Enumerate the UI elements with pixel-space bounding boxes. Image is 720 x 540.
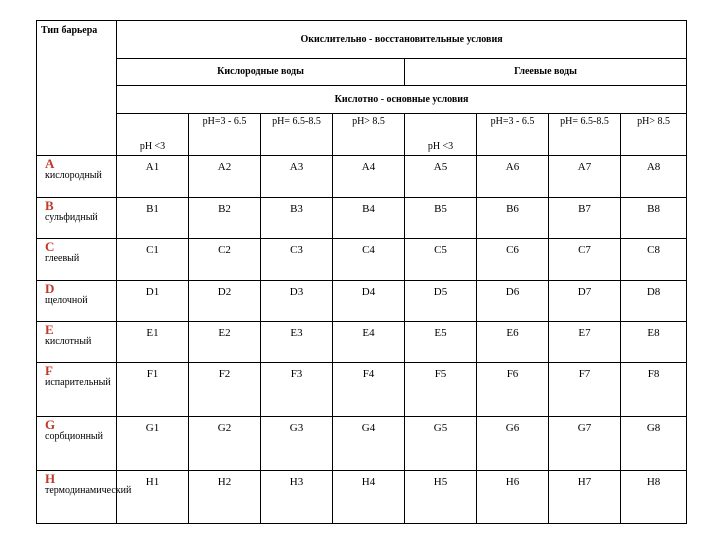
table-cell: F7 <box>549 363 621 417</box>
table-cell: G1 <box>117 417 189 471</box>
table-cell: G6 <box>477 417 549 471</box>
gley-waters-header: Глеевые воды <box>405 59 687 86</box>
table-row <box>37 281 687 322</box>
table-cell: E2 <box>189 322 261 363</box>
table-row <box>37 156 687 198</box>
ph-header-5: pH=3 - 6.5 <box>477 114 549 156</box>
table-cell: G3 <box>261 417 333 471</box>
barrier-code: G <box>45 417 56 432</box>
ph-header-6: pH= 6.5-8.5 <box>549 114 621 156</box>
barrier-type-cell <box>37 198 117 239</box>
barrier-name: щелочной <box>45 295 88 306</box>
table-cell: F8 <box>621 363 687 417</box>
table-cell: C4 <box>333 239 405 281</box>
ph-header-4: pH <3 <box>405 114 477 156</box>
acid-base-header: Кислотно - основные условия <box>117 86 687 114</box>
barrier-type-cell <box>37 363 117 417</box>
barrier-type-cell <box>37 417 117 471</box>
barrier-classification-table <box>36 20 687 524</box>
ph-header-2: pH= 6.5-8.5 <box>261 114 333 156</box>
table-cell: A8 <box>621 156 687 198</box>
table-cell: E8 <box>621 322 687 363</box>
barrier-type-cell <box>37 156 117 198</box>
table-cell: D4 <box>333 281 405 322</box>
table-cell: B3 <box>261 198 333 239</box>
table-cell: A3 <box>261 156 333 198</box>
table-cell: F5 <box>405 363 477 417</box>
table-cell: F6 <box>477 363 549 417</box>
table-cell: C5 <box>405 239 477 281</box>
barrier-type-cell <box>37 281 117 322</box>
barrier-code: F <box>45 363 53 378</box>
table-cell: A2 <box>189 156 261 198</box>
ph-header-1: pH=3 - 6.5 <box>189 114 261 156</box>
barrier-name: глеевый <box>45 253 80 264</box>
table-cell: C1 <box>117 239 189 281</box>
barrier-code: C <box>45 239 55 254</box>
table-cell: C7 <box>549 239 621 281</box>
table-cell: C6 <box>477 239 549 281</box>
table-cell: H5 <box>405 471 477 524</box>
table-row <box>37 471 687 524</box>
table-cell: B8 <box>621 198 687 239</box>
table-cell: F1 <box>117 363 189 417</box>
barrier-name: испарительный <box>45 377 111 388</box>
table-cell: E5 <box>405 322 477 363</box>
table-cell: E4 <box>333 322 405 363</box>
table-row <box>37 198 687 239</box>
table-cell: G2 <box>189 417 261 471</box>
table-cell: E7 <box>549 322 621 363</box>
table-cell: D8 <box>621 281 687 322</box>
table-cell: F4 <box>333 363 405 417</box>
table-cell: B6 <box>477 198 549 239</box>
table-cell: D6 <box>477 281 549 322</box>
ph-header-0: pH <3 <box>117 114 189 156</box>
table-cell: C8 <box>621 239 687 281</box>
table-cell: E6 <box>477 322 549 363</box>
table-cell: D2 <box>189 281 261 322</box>
table-cell: B4 <box>333 198 405 239</box>
table-cell: D1 <box>117 281 189 322</box>
table-cell: B1 <box>117 198 189 239</box>
table-cell: H3 <box>261 471 333 524</box>
table-cell: F2 <box>189 363 261 417</box>
table-row <box>37 417 687 471</box>
table-cell: C2 <box>189 239 261 281</box>
barrier-code: B <box>45 198 54 213</box>
table-cell: C3 <box>261 239 333 281</box>
table-cell: B5 <box>405 198 477 239</box>
barrier-type-header: Тип барьера <box>37 21 117 156</box>
barrier-name: кислородный <box>45 170 102 181</box>
table-cell: G5 <box>405 417 477 471</box>
barrier-code: D <box>45 281 55 296</box>
barrier-name: сорбционный <box>45 431 104 442</box>
table-cell: A1 <box>117 156 189 198</box>
table-cell: H7 <box>549 471 621 524</box>
table-cell: F3 <box>261 363 333 417</box>
table-row <box>37 363 687 417</box>
table-cell: G8 <box>621 417 687 471</box>
barrier-name: сульфидный <box>45 212 98 223</box>
table-cell: E1 <box>117 322 189 363</box>
table-cell: A7 <box>549 156 621 198</box>
table-cell: D3 <box>261 281 333 322</box>
table-cell: A5 <box>405 156 477 198</box>
table-cell: H4 <box>333 471 405 524</box>
redox-header: Окислительно - восстановительные условия <box>117 21 687 59</box>
barrier-type-cell <box>37 239 117 281</box>
table-cell: B7 <box>549 198 621 239</box>
table-cell: G7 <box>549 417 621 471</box>
table-cell: B2 <box>189 198 261 239</box>
barrier-code: A <box>45 156 55 171</box>
barrier-type-cell <box>37 322 117 363</box>
barrier-code: E <box>45 322 54 337</box>
ph-header-3: pH> 8.5 <box>333 114 405 156</box>
table-cell: G4 <box>333 417 405 471</box>
barrier-type-cell <box>37 471 132 524</box>
table-cell: H1 <box>117 471 189 524</box>
table-row <box>37 322 687 363</box>
table-cell: D7 <box>549 281 621 322</box>
table-cell: A6 <box>477 156 549 198</box>
barrier-name: термодинамический <box>45 485 132 496</box>
table-cell: H2 <box>189 471 261 524</box>
table-cell: H8 <box>621 471 687 524</box>
ph-header-7: pH> 8.5 <box>621 114 687 156</box>
barrier-code: H <box>45 471 56 486</box>
table-cell: D5 <box>405 281 477 322</box>
barrier-name: кислотный <box>45 336 92 347</box>
table-cell: H6 <box>477 471 549 524</box>
table-row <box>37 239 687 281</box>
oxygen-waters-header: Кислородные воды <box>117 59 405 86</box>
table-cell: E3 <box>261 322 333 363</box>
table-cell: A4 <box>333 156 405 198</box>
